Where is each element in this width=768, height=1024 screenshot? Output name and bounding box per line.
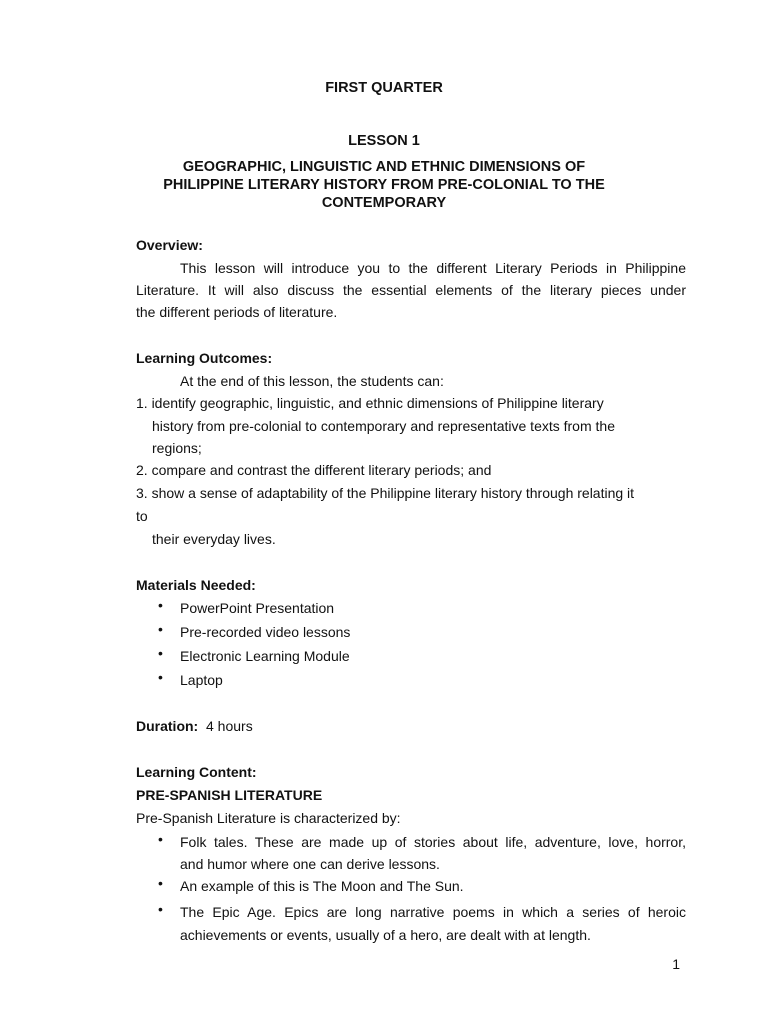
content-bullet-1-line-2: and humor where one can derive lessons. xyxy=(180,856,440,872)
bullet-icon xyxy=(158,653,166,661)
lesson-title xyxy=(130,158,638,212)
overview-text-line xyxy=(136,279,686,301)
bullet-icon xyxy=(158,839,166,847)
outcomes-intro: At the end of this lesson, the students can: xyxy=(180,373,444,389)
page-number: 1 xyxy=(672,956,680,972)
materials-heading: Materials Needed: xyxy=(136,577,256,593)
content-bullet-1 xyxy=(180,831,686,853)
materials-item: PowerPoint Presentation xyxy=(180,600,335,616)
overview-heading: Overview: xyxy=(136,237,203,253)
duration-row xyxy=(136,715,686,737)
lesson-title-line: CONTEMPORARY xyxy=(321,195,447,211)
overview-line-1: This lesson will introduce you to the different Literary Periods in Philippine xyxy=(180,260,686,276)
content-bullet-3-line-2: achievements or events, usually of a hero, are dealt with at length. xyxy=(180,927,591,943)
content-bullet-2: An example of this is The Moon and The Sun. xyxy=(180,878,464,894)
lesson-title-line: GEOGRAPHIC, LINGUISTIC AND ETHNIC DIMENSIONS OF xyxy=(182,159,586,175)
outcomes-heading: Learning Outcomes: xyxy=(136,350,273,366)
lesson-title-line: PHILIPPINE LITERARY HISTORY FROM PRE-COLONIAL TO THE xyxy=(163,177,605,193)
materials-item: Laptop xyxy=(180,672,223,688)
duration-value: 4 hours xyxy=(206,718,253,734)
content-intro: Pre-Spanish Literature is characterized by: xyxy=(136,810,401,826)
outcome-item-1: 1. identify geographic, linguistic, and ethnic dimensions of Philippine literary xyxy=(136,395,604,411)
outcome-item-1-cont: history from pre-colonial to contemporary and representative texts from the xyxy=(152,418,615,434)
bullet-icon xyxy=(158,629,166,637)
content-bullet-3 xyxy=(180,901,686,923)
outcome-item-2: 2. compare and contrast the different literary periods; and xyxy=(136,462,492,478)
section-heading: PRE-SPANISH LITERATURE xyxy=(136,787,323,803)
outcome-item-3-cont: their everyday lives. xyxy=(152,531,276,547)
content-heading: Learning Content: xyxy=(136,764,257,780)
outcome-item-3-cont: to xyxy=(136,508,148,524)
outcome-item-3: 3. show a sense of adaptability of the Philippine literary history through relating it xyxy=(136,485,635,501)
bullet-icon xyxy=(158,883,166,891)
materials-item: Electronic Learning Module xyxy=(180,648,350,664)
content-bullet-3-line-1: The Epic Age. Epics are long narrative poems in which a series of heroic xyxy=(180,904,686,920)
overview-line-2: Literature. It will also discuss the essential elements of the literary pieces under xyxy=(136,282,686,298)
overview-line-3: the different periods of literature. xyxy=(136,304,338,320)
materials-item: Pre-recorded video lessons xyxy=(180,624,351,640)
bullet-icon xyxy=(158,677,166,685)
quarter-heading: FIRST QUARTER xyxy=(325,80,443,96)
overview-text-line xyxy=(180,257,686,279)
outcome-item-1-cont: regions; xyxy=(152,440,202,456)
bullet-icon xyxy=(158,605,166,613)
lesson-heading: LESSON 1 xyxy=(348,133,420,149)
content-bullet-1-line-1: Folk tales. These are made up of stories about life, adventure, love, horror, xyxy=(180,834,686,850)
duration-label: Duration: xyxy=(136,718,199,734)
bullet-icon xyxy=(158,909,166,917)
